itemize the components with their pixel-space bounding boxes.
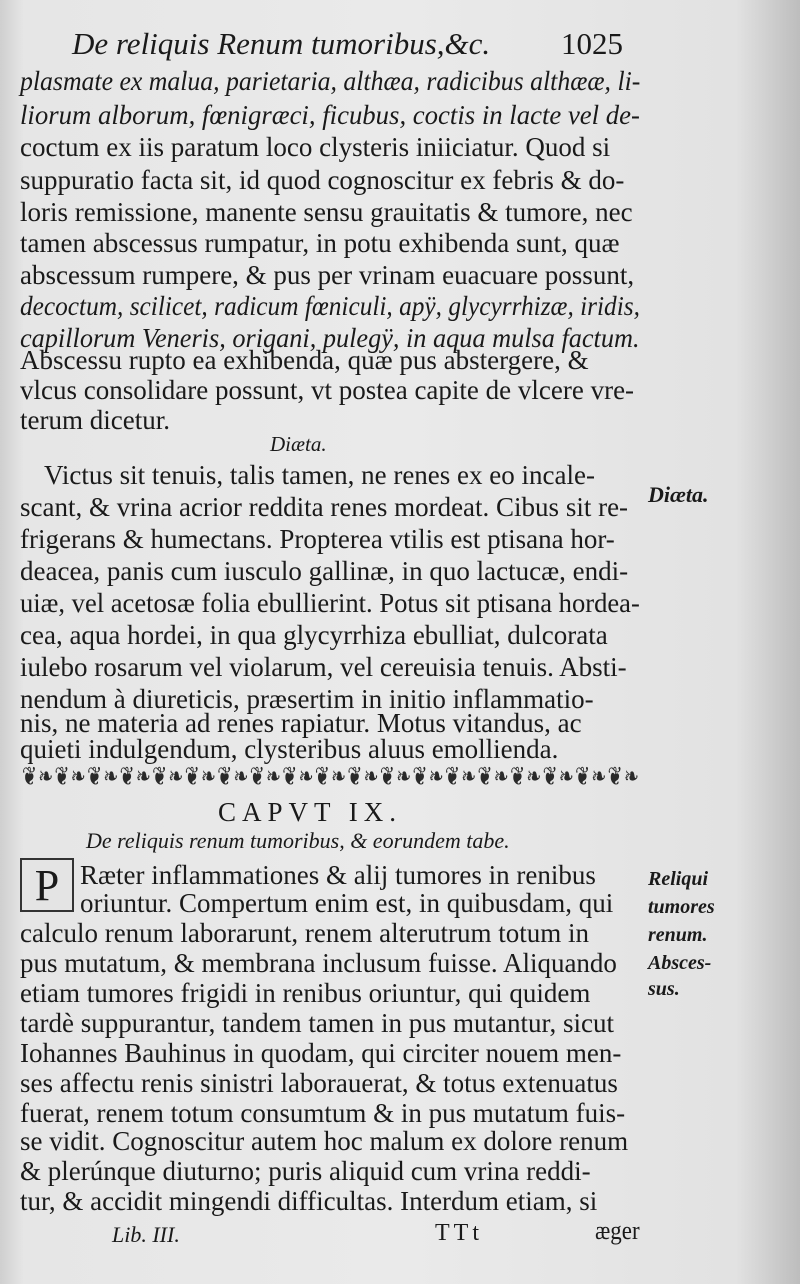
margin-note: Reliqui <box>648 868 709 890</box>
text-line: etiam tumores frigidi in renibus oriuntur, qui quidem <box>20 978 591 1008</box>
text-line: calculo renum laborarunt, renem alterutrum totum in <box>20 918 590 948</box>
margin-note: sus. <box>648 978 680 1000</box>
text-line: coctum ex iis paratum loco clysteris iniiciatur. Quod si <box>20 132 611 162</box>
text-line: Iohannes Bauhinus in quodam, qui circiter nouem men- <box>20 1038 622 1068</box>
text-line: scant, & vrina acrior reddita renes mordeat. Cibus sit re- <box>20 492 629 522</box>
text-line: oriuntur. Compertum enim est, in quibusdam, qui <box>80 888 614 918</box>
diaeta-margin-note: Diæta. <box>648 482 709 507</box>
text-line: nendum à diureticis, præsertim in initio inflammatio- <box>20 684 594 714</box>
text-line: abscessum rumpere, & pus per vrinam euacuare possunt, <box>20 260 635 290</box>
text-line: terum dicetur. <box>20 405 170 435</box>
text-line: decoctum, scilicet, radicum fœniculi, apÿ, glycyrrhizæ, iridis, <box>20 291 640 321</box>
diaeta-heading: Diæta. <box>270 432 327 456</box>
text-line: uiæ, vel acetosæ folia ebullierint. Potus sit ptisana hordea- <box>20 588 640 618</box>
text-line: plasmate ex malua, parietaria, althæa, radicibus althææ, li- <box>20 66 641 96</box>
drop-cap: P <box>20 858 74 912</box>
text-line: suppuratio facta sit, id quod cognoscitur ex febris & do- <box>20 165 625 195</box>
text-line: iulebo rosarum vel violarum, vel cereuisia tenuis. Absti- <box>20 652 627 682</box>
margin-note: renum. <box>648 924 708 946</box>
text-line: tamen abscessus rumpatur, in potu exhibenda sunt, quæ <box>20 228 620 258</box>
text-line: Abscessu rupto ea exhibenda, quæ pus abstergere, & <box>20 345 589 375</box>
margin-note: Absces- <box>648 952 712 974</box>
text-line: deacea, panis cum iusculo gallinæ, in quo lactucæ, endi- <box>20 556 629 586</box>
text-line: pus mutatum, & membrana inclusum fuisse. Aliquando <box>20 948 617 978</box>
signature-mark: TTt <box>435 1220 483 1246</box>
chapter-title: CAPVT IX. <box>218 797 403 827</box>
text-line: cea, aqua hordei, in qua glycyrrhiza ebulliat, dulcorata <box>20 620 608 650</box>
text-line: & plerúnque diuturno; puris aliquid cum vrina reddi- <box>20 1156 591 1186</box>
text-line: capillorum Veneris, origani, pulegÿ, in aqua mulsa factum. <box>20 323 640 353</box>
text-line: fuerat, renem totum consumtum & in pus mutatum fuis- <box>20 1098 626 1128</box>
chapter-subtitle: De reliquis renum tumoribus, & eorundem tabe. <box>86 828 510 853</box>
text-line: loris remissione, manente sensu grauitatis & tumore, nec <box>20 197 633 227</box>
page-number: 1025 <box>561 26 623 61</box>
ornamental-divider: ❦❧❦❧❦❧❦❧❦❧❦❧❦❧❦❧❦❧❦❧❦❧❦❧❦❧❦❧❦❧❦❧❦❧❦❧❦❧ <box>22 762 641 791</box>
catchword: æger <box>595 1216 640 1245</box>
text-line: tur, & accidit mingendi difficultas. Interdum etiam, si <box>20 1186 598 1216</box>
text-line: se vidit. Cognoscitur autem hoc malum ex dolore renum <box>20 1126 629 1156</box>
text-line: quieti indulgendum, clysteribus aluus emollienda. <box>20 734 559 764</box>
text-line: ses affectu renis sinistri laborauerat, & totus extenuatus <box>20 1068 618 1098</box>
text-line: Ræter inflammationes & alij tumores in renibus <box>80 860 596 890</box>
text-line: tardè suppurantur, tandem tamen in pus mutantur, sicut <box>20 1008 614 1038</box>
margin-note: tumores <box>648 896 715 918</box>
book-number: Lib. III. <box>112 1222 180 1247</box>
text-line: liorum alborum, fœnigræci, ficubus, coctis in lacte vel de- <box>20 100 640 130</box>
text-line: frigerans & humectans. Propterea vtilis est ptisana hor- <box>20 524 615 554</box>
text-line: Victus sit tenuis, talis tamen, ne renes ex eo incale- <box>44 460 595 490</box>
running-header: De reliquis Renum tumoribus,&c. <box>72 26 491 61</box>
text-line: vlcus consolidare possunt, vt postea capite de vlcere vre- <box>20 375 635 405</box>
text-line: nis, ne materia ad renes rapiatur. Motus vitandus, ac <box>20 708 582 738</box>
